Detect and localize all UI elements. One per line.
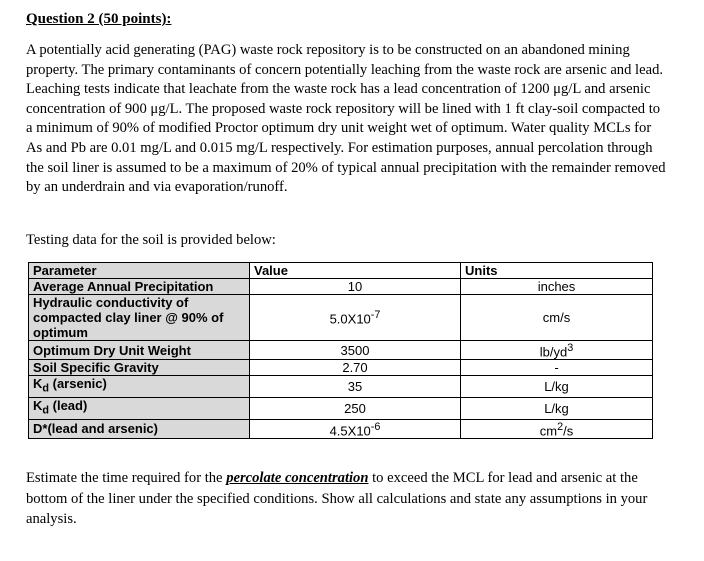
value-cell: 35	[250, 376, 461, 398]
units-cell: $cm^2/s$	[461, 419, 653, 438]
param-cell: $K_d$ (lead)	[29, 397, 250, 419]
value-cell: 10	[250, 279, 461, 295]
units-cell: inches	[461, 279, 653, 295]
table-row	[29, 279, 653, 295]
header-parameter: Parameter	[29, 263, 250, 279]
units-cell: cm/s	[461, 295, 653, 341]
value-cell: $5.0X10^{-7}$	[250, 295, 461, 341]
param-cell: D*(lead and arsenic)	[29, 419, 250, 438]
table-row	[29, 419, 653, 438]
param-cell: Hydraulic conductivity of compacted clay liner @ 90% of optimum	[29, 295, 250, 341]
value-cell: 3500	[250, 341, 461, 360]
value-cell: 250	[250, 397, 461, 419]
table-row	[29, 360, 653, 376]
table-row	[29, 341, 653, 360]
units-cell: L/kg	[461, 397, 653, 419]
param-cell: Optimum Dry Unit Weight	[29, 341, 250, 360]
units-cell: -	[461, 360, 653, 376]
final-instruction	[26, 468, 666, 530]
table-header-row	[29, 263, 653, 279]
intro-paragraph: A potentially acid generating (PAG) waste rock repository is to be constructed on an abandoned mining property. The primary contaminants of concern potentially leaching from the waste rock are arsenic and lead. Leaching tests indicate that leachate from the waste rock has a lead concentration of 1200 μg/L and arsenic concentration of 900 μg/L. The proposed waste rock repository will be lined with 1 ft clay-soil compacted to a minimum of 90% of modified Proctor optimum dry unit weight wet of optimum. Water quality MCLs for As and Pb are 0.01 mg/L and 0.015 mg/L respectively. For estimation purposes, annual percolation through the soil liner is assumed to be a maximum of 20% of typical annual precipitation with the remainder removed by an underdrain and via evaporation/runoff.	[26, 42, 666, 196]
table-row	[29, 376, 653, 398]
units-cell: $lb/yd^3$	[461, 341, 653, 360]
question-title: Question 2 (50 points):	[26, 11, 172, 27]
value-cell: 2.70	[250, 360, 461, 376]
soil-data-table	[28, 262, 653, 439]
final-emphasis: percolate concentration	[226, 470, 369, 486]
value-cell: $4.5X10^{-6}$	[250, 419, 461, 438]
param-cell: Soil Specific Gravity	[29, 360, 250, 376]
header-value: Value	[250, 263, 461, 279]
testing-intro: Testing data for the soil is provided below:	[26, 232, 276, 248]
param-cell: Average Annual Precipitation	[29, 279, 250, 295]
table-row	[29, 295, 653, 341]
table-row	[29, 397, 653, 419]
header-units: Units	[461, 263, 653, 279]
final-prefix: Estimate the time required for the	[26, 470, 227, 486]
final-suffix: to exceed the MCL for lead and arsenic at the bottom of the liner under the specified conditions. Show all calculations and state any assumptions in your analysis.	[26, 470, 648, 527]
param-cell: $K_d$ (arsenic)	[29, 376, 250, 398]
units-cell: L/kg	[461, 376, 653, 398]
